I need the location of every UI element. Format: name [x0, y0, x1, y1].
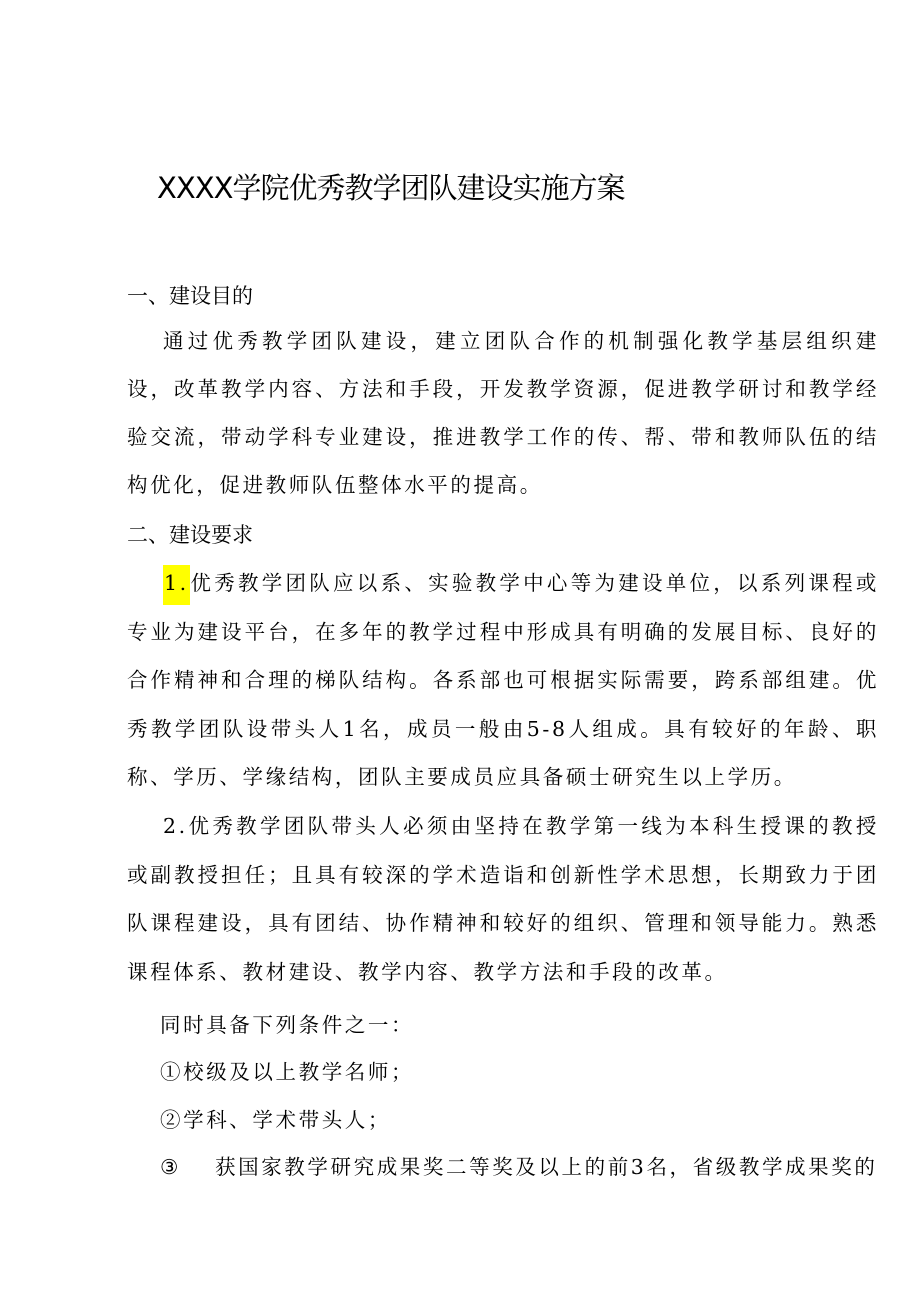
condition-item-1: ①校级及以上教学名师； — [160, 1060, 415, 1084]
paragraph-purpose: 通过优秀教学团队建设，建立团队合作的机制强化教学基层组织建设，改革教学内容、方法和手段，开发教学资源，促进教学研讨和教学经验交流，带动学科专业建设，推进教学工作的传、帮、带和教师队伍的结构优化，促进教师队伍整体水平的提高。 — [127, 329, 879, 497]
section-heading-purpose: 一、建设目的 — [127, 284, 253, 308]
condition-item-3 — [160, 1152, 877, 1182]
condition-3-number: ③ — [160, 1155, 181, 1179]
paragraph-requirement-2: 2.优秀教学团队带头人必须由坚持在教学第一线为本科生授课的教授或副教授担任；且具有较深的学术造诣和创新性学术思想，长期致力于团队课程建设，具有团结、协作精神和较好的组织、管理和领导能力。熟悉课程体系、教材建设、教学内容、教学方法和手段的改革。 — [127, 814, 879, 984]
condition-3-text: 获国家教学研究成果奖二等奖及以上的前3名，省级教学成果奖的 — [215, 1155, 878, 1179]
conditions-intro: 同时具备下列条件之一： — [160, 1013, 415, 1037]
document-title: XXXX学院优秀教学团队建设实施方案 — [157, 171, 625, 205]
condition-item-2: ②学科、学术带头人； — [160, 1108, 391, 1132]
section-heading-requirements: 二、建设要求 — [127, 523, 253, 547]
paragraph-requirement-1 — [127, 559, 879, 802]
requirement-1-text: 优秀教学团队应以系、实验教学中心等为建设单位，以系列课程或专业为建设平台，在多年的教学过程中形成具有明确的发展目标、良好的合作精神和合理的梯队结构。各系部也可根据实际需要，跨系部组建。优秀教学团队设带头人1名，成员一般由5-8人组成。具有较好的年龄、职称、学历、学缘结构，团队主要成员应具备硕士研究生以上学历。 — [127, 571, 879, 789]
highlighted-item-number: 1. — [163, 565, 190, 605]
